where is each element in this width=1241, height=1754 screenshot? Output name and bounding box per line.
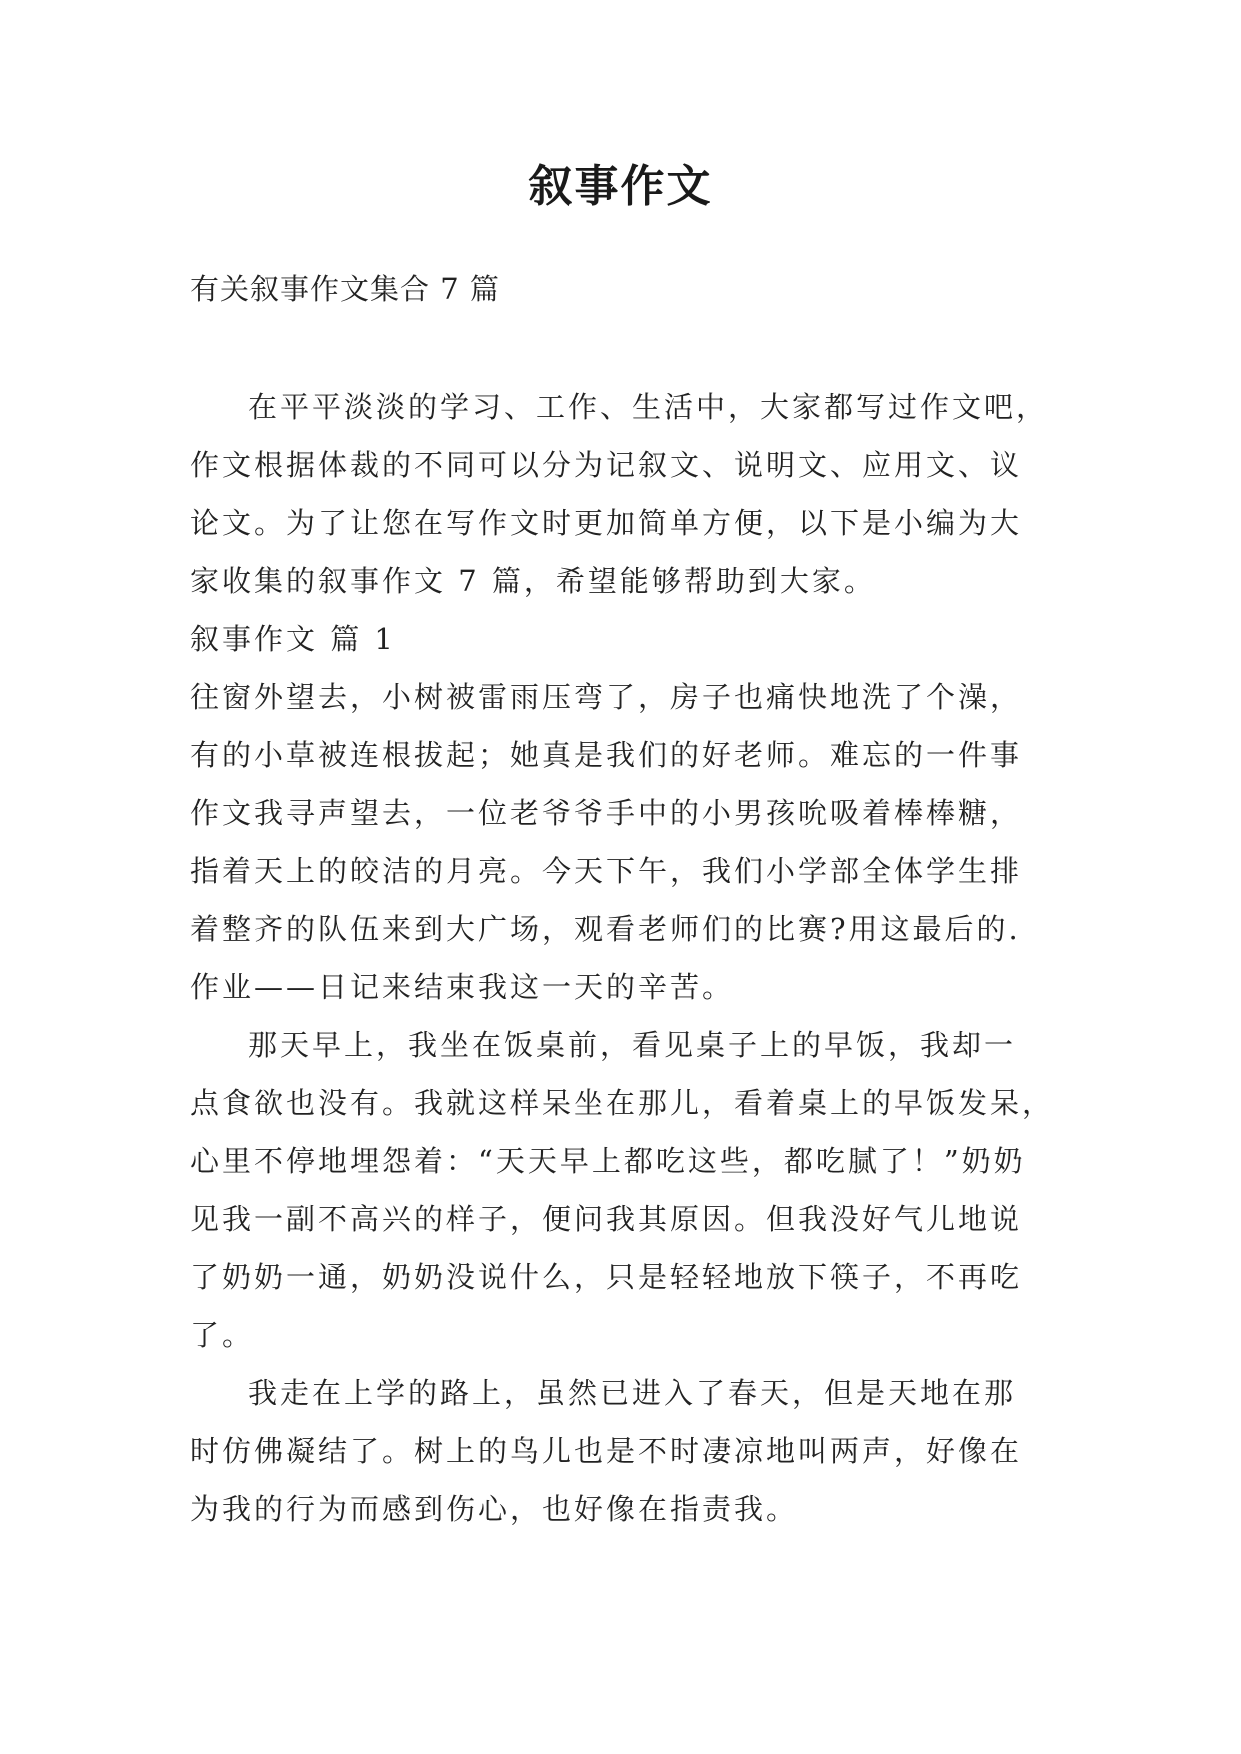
text-line: 了。 xyxy=(190,1318,255,1352)
text-line: 了奶奶一通，奶奶没说什么，只是轻轻地放下筷子，不再吃 xyxy=(190,1260,1023,1294)
document-body xyxy=(190,260,1055,1538)
text-line: 着整齐的队伍来到大广场，观看老师们的比赛?用这最后的. xyxy=(190,912,1021,946)
document-title: 叙事作文 xyxy=(528,161,713,212)
paragraph xyxy=(190,1016,1055,1364)
document-subtitle: 有关叙事作文集合 7 篇 xyxy=(190,272,500,306)
text-line: 作业——日记来结束我这一天的辛苦。 xyxy=(190,970,735,1004)
text-line: 指着天上的皎洁的月亮。今天下午，我们小学部全体学生排 xyxy=(190,854,1023,888)
paragraph xyxy=(190,1364,1052,1538)
text-line: 论文。为了让您在写作文时更加简单方便，以下是小编为大 xyxy=(190,506,1023,540)
text-line: 在平平淡淡的学习、工作、生活中，大家都写过作文吧， xyxy=(248,390,1049,424)
text-line: 心里不停地埋怨着：“天天早上都吃这些，都吃腻了！”奶奶 xyxy=(190,1144,1026,1178)
text-line: 往窗外望去，小树被雷雨压弯了，房子也痛快地洗了个澡， xyxy=(190,680,1023,714)
text-line: 我走在上学的路上，虽然已进入了春天，但是天地在那 xyxy=(248,1376,1017,1410)
section-heading: 叙事作文 篇 1 xyxy=(190,622,396,656)
intro-paragraph xyxy=(190,378,1052,610)
text-line: 作文我寻声望去，一位老爷爷手中的小男孩吮吸着棒棒糖， xyxy=(190,796,1023,830)
text-line: 家收集的叙事作文 7 篇，希望能够帮助到大家。 xyxy=(190,564,876,598)
text-line: 有的小草被连根拔起；她真是我们的好老师。难忘的一件事 xyxy=(190,738,1023,772)
text-line: 见我一副不高兴的样子，便问我其原因。但我没好气儿地说 xyxy=(190,1202,1023,1236)
text-line: 时仿佛凝结了。树上的鸟儿也是不时凄凉地叫两声，好像在 xyxy=(190,1434,1023,1468)
text-line: 为我的行为而感到伤心，也好像在指责我。 xyxy=(190,1492,799,1526)
text-line: 那天早上，我坐在饭桌前，看见桌子上的早饭，我却一 xyxy=(248,1028,1017,1062)
text-line: 作文根据体裁的不同可以分为记叙文、说明文、应用文、议 xyxy=(190,448,1023,482)
text-line: 点食欲也没有。我就这样呆坐在那儿，看着桌上的早饭发呆， xyxy=(190,1086,1055,1120)
paragraph xyxy=(190,668,1052,1016)
